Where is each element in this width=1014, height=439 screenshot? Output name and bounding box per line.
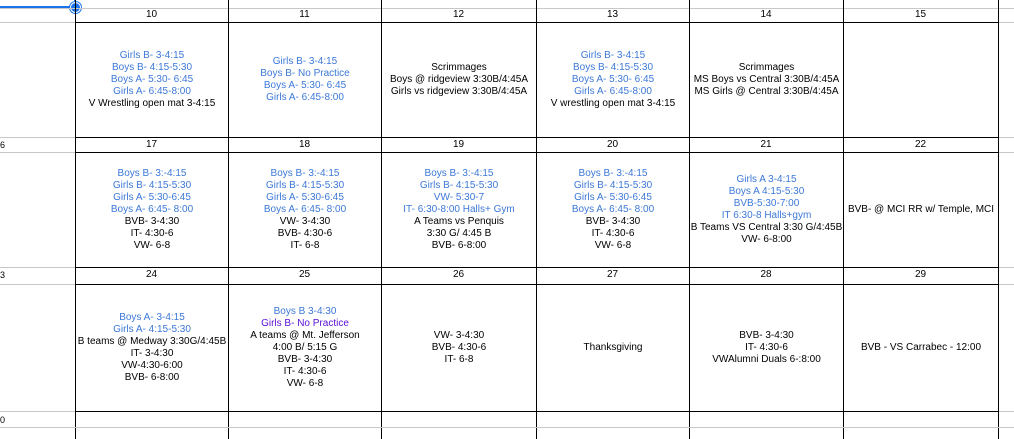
day-cell[interactable] xyxy=(382,153,536,267)
event-line: Girls B- 3-4:15 xyxy=(272,56,338,67)
date-label: 27 xyxy=(606,269,619,280)
row-header xyxy=(0,8,8,22)
event-line: Boys B- 4:15-5:30 xyxy=(111,62,193,73)
event-line: IT- 4:30-6 xyxy=(591,228,635,239)
day-cell[interactable] xyxy=(844,285,998,411)
event-line: Boys B- No Practice xyxy=(260,68,350,79)
day-cell[interactable] xyxy=(690,285,843,411)
event-line: B teams @ Medway 3:30G/4:45B xyxy=(77,336,227,347)
event-line: IT- 6-8 xyxy=(290,240,320,251)
event-line: IT 6:30-8 Halls+gym xyxy=(721,210,812,221)
date-label: 10 xyxy=(145,9,158,20)
event-line: BVB- 6-8:00 xyxy=(124,372,180,383)
event-line: VWAlumni Duals 6-:8:00 xyxy=(712,354,821,365)
gridline-date-bottom-right xyxy=(999,284,1014,285)
event-line: BVB- 3-4:30 xyxy=(739,330,794,341)
event-line: V wrestling open mat 3-4:15 xyxy=(550,98,676,109)
event-line: BVB-5:30-7:00 xyxy=(733,198,800,209)
event-line: VW-4:30-6:00 xyxy=(121,360,183,371)
event-line: Boys B 3-4:30 xyxy=(273,306,337,317)
gridline-vertical xyxy=(689,0,690,439)
date-label: 26 xyxy=(452,269,465,280)
date-label: 18 xyxy=(298,139,311,150)
day-cell[interactable] xyxy=(76,285,228,411)
day-cell[interactable] xyxy=(844,23,998,137)
gridline-vertical xyxy=(998,0,999,439)
event-line: 4:00 B/ 5:15 G xyxy=(272,342,338,353)
event-line: Boys A- 6:45- 8:00 xyxy=(263,204,347,215)
event-line: IT- 6-8 xyxy=(444,354,474,365)
day-cell[interactable] xyxy=(229,23,381,137)
gridline-box-bottom xyxy=(75,411,999,412)
gridline-bottom xyxy=(0,427,1014,428)
date-label: 11 xyxy=(299,9,310,20)
event-line: VW- 6-8 xyxy=(286,378,324,389)
gridline-box-bottom-right xyxy=(999,411,1014,412)
row-header: 6 xyxy=(0,140,6,150)
event-line: Boys A- 3-4:15 xyxy=(119,312,185,323)
event-line: Boys @ ridgeview 3:30B/4:45A xyxy=(389,74,528,85)
event-line: Girls vs ridgeview 3:30B/4:45A xyxy=(390,86,528,97)
date-label: 15 xyxy=(914,9,927,20)
event-line: Boys A 4:15-5:30 xyxy=(728,186,805,197)
gridline-box-bottom-left xyxy=(0,267,75,268)
date-label: 20 xyxy=(606,139,619,150)
event-line: Girls B- 4:15-5:30 xyxy=(265,180,345,191)
event-line: Girls A- 5:30-6:45 xyxy=(574,192,652,203)
day-cell[interactable] xyxy=(382,23,536,137)
day-cell[interactable] xyxy=(229,153,381,267)
event-line: Girls A- 6:45-8:00 xyxy=(266,92,344,103)
event-line: VW- 3-4:30 xyxy=(279,216,331,227)
event-line: MS Girls @ Central 3:30B/4:45A xyxy=(694,86,839,97)
date-label: 19 xyxy=(452,139,465,150)
event-line: BVB- 6-8:00 xyxy=(431,240,487,251)
date-label: 21 xyxy=(760,139,772,150)
date-label: 14 xyxy=(760,9,772,20)
event-line: IT- 4:30-6 xyxy=(745,342,788,353)
event-line: Boys B- 4:15-5:30 xyxy=(572,62,654,73)
event-line: VW- 6-8 xyxy=(594,240,632,251)
date-label: 22 xyxy=(914,139,927,150)
event-line: BVB- @ MCI RR w/ Temple, MCI xyxy=(847,204,995,215)
day-cell[interactable] xyxy=(537,153,689,267)
gridline-vertical xyxy=(75,0,76,439)
day-cell[interactable] xyxy=(690,23,843,137)
gridline-vertical xyxy=(381,0,382,439)
day-cell[interactable] xyxy=(76,153,228,267)
gridline-date-bottom-left xyxy=(0,22,75,23)
day-cell[interactable] xyxy=(844,153,998,267)
date-label: 25 xyxy=(298,269,311,280)
event-line: Boys A- 5:30- 6:45 xyxy=(263,80,347,91)
day-cell[interactable] xyxy=(690,153,843,267)
date-label: 13 xyxy=(606,9,619,20)
event-line: BVB- 3-4:30 xyxy=(585,216,641,227)
event-line: A teams @ Mt. Jefferson xyxy=(250,330,360,341)
event-line: Boys A- 6:45- 8:00 xyxy=(571,204,655,215)
event-line: VW- 6-8 xyxy=(133,240,171,251)
day-cell[interactable] xyxy=(382,285,536,411)
date-label: 24 xyxy=(145,269,158,280)
event-line: Boys B- 3:-4:15 xyxy=(117,168,187,179)
event-line: Scrimmages xyxy=(431,62,487,73)
gridline-box-bottom-right xyxy=(999,267,1014,268)
event-line: Girls A- 5:30-6:45 xyxy=(266,192,344,203)
event-line: Girls A- 6:45-8:00 xyxy=(113,86,191,97)
event-line: BVB- 3-4:30 xyxy=(124,216,180,227)
event-line: IT- 6:30-8:00 Halls+ Gym xyxy=(403,204,515,215)
event-line: BVB - VS Carrabec - 12:00 xyxy=(860,342,982,353)
gridline-date-bottom-left xyxy=(0,284,75,285)
event-line: Boys B- 3:-4:15 xyxy=(578,168,648,179)
gridline-box-bottom-left xyxy=(0,137,75,138)
event-line: B Teams VS Central 3:30 G/4:45B xyxy=(690,222,843,233)
date-label: 17 xyxy=(145,139,158,150)
event-line: BVB- 4:30-6 xyxy=(277,228,333,239)
event-line: Girls B- No Practice xyxy=(261,318,349,329)
day-cell[interactable] xyxy=(229,285,381,411)
event-line: VW- 3-4:30 xyxy=(433,330,485,341)
date-label: 28 xyxy=(760,269,772,280)
event-line: BVB- 3-4:30 xyxy=(277,354,333,365)
row-header: 0 xyxy=(0,415,6,425)
event-line: Thanksgiving xyxy=(583,342,643,353)
gridline-vertical xyxy=(228,0,229,439)
date-label: 12 xyxy=(452,9,465,20)
event-line: MS Boys vs Central 3:30B/4:45A xyxy=(693,74,840,85)
event-line: Girls A- 5:30-6:45 xyxy=(113,192,191,203)
event-line: IT- 4:30-6 xyxy=(283,366,327,377)
event-line: Scrimmages xyxy=(738,62,795,73)
gridline-vertical xyxy=(843,0,844,439)
event-line: A Teams vs Penquis xyxy=(414,216,504,227)
event-line: Girls B- 3-4:15 xyxy=(119,50,185,61)
day-cell[interactable] xyxy=(537,23,689,137)
event-line: Girls B- 3-4:15 xyxy=(580,50,646,61)
event-line: 3:30 G/ 4:45 B xyxy=(426,228,492,239)
event-line: Boys B- 3:-4:15 xyxy=(424,168,494,179)
event-line: Girls A 3-4:15 xyxy=(736,174,797,185)
event-line: Girls A- 4:15-5:30 xyxy=(113,324,191,335)
row-header: 3 xyxy=(0,270,6,280)
event-line: VW- 6-8:00 xyxy=(741,234,792,245)
event-line: Boys B- 3:-4:15 xyxy=(270,168,340,179)
event-line: Boys A- 5:30- 6:45 xyxy=(110,74,194,85)
event-line: BVB- 4:30-6 xyxy=(431,342,487,353)
date-label: 29 xyxy=(914,269,927,280)
event-line: VW- 5:30-7 xyxy=(433,192,485,203)
event-line: Girls B- 4:15-5:30 xyxy=(573,180,653,191)
gridline-vertical xyxy=(536,0,537,439)
event-line: Boys A- 5:30- 6:45 xyxy=(571,74,655,85)
day-cell[interactable] xyxy=(537,285,689,411)
event-line: Boys A- 6:45- 8:00 xyxy=(110,204,194,215)
event-line: V Wrestling open mat 3-4:15 xyxy=(88,98,216,109)
gridline-date-bottom-right xyxy=(999,152,1014,153)
event-line: Girls B- 4:15-5:30 xyxy=(419,180,499,191)
event-line: IT- 3-4:30 xyxy=(130,348,174,359)
gridline-box-bottom-right xyxy=(999,137,1014,138)
gridline-date-bottom-right xyxy=(999,22,1014,23)
event-line: IT- 4:30-6 xyxy=(130,228,174,239)
gridline-box-bottom-left xyxy=(0,411,75,412)
day-cell[interactable] xyxy=(76,23,228,137)
gridline-date-bottom-left xyxy=(0,152,75,153)
event-line: Girls B- 4:15-5:30 xyxy=(112,180,192,191)
event-line: Girls A- 6:45-8:00 xyxy=(574,86,652,97)
